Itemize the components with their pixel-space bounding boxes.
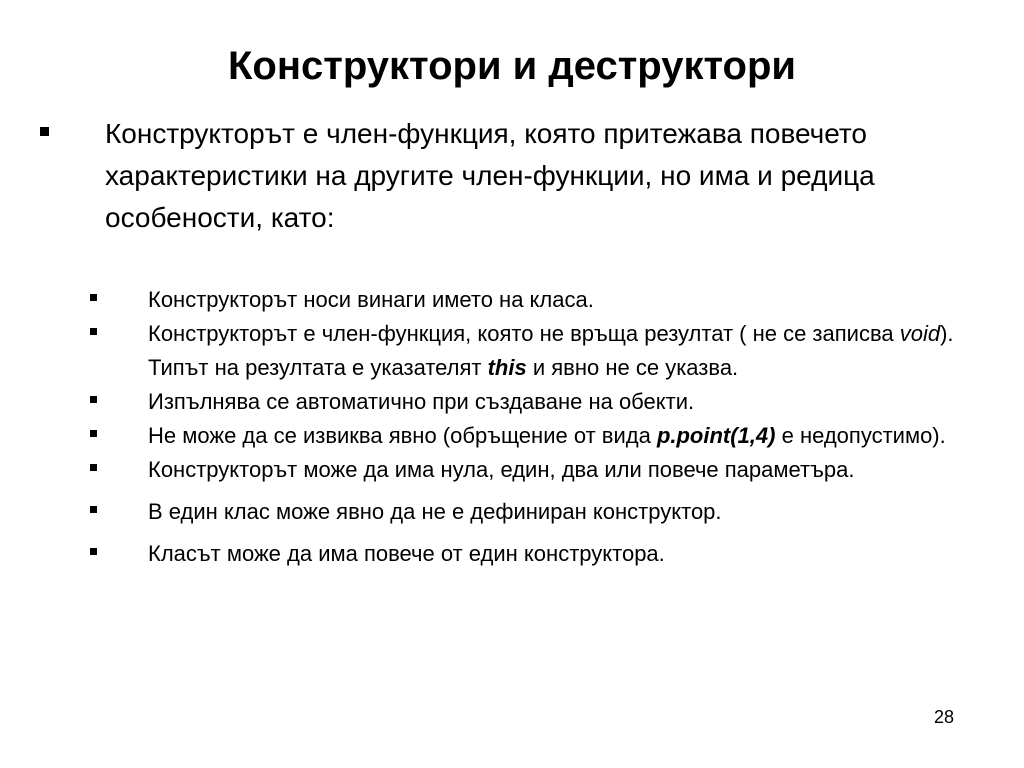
main-bullet-text: Конструкторът е член-функция, която притежава повечето характеристики на другите член-функции, но има и редица особености, като:: [105, 118, 875, 233]
square-bullet-icon: [90, 294, 97, 301]
list-item-text: В един клас може явно да не е дефиниран конструктор.: [148, 499, 722, 524]
list-item-text: и явно не се указва.: [526, 355, 739, 380]
square-bullet-icon: [90, 328, 97, 335]
keyword-this: this: [487, 355, 527, 380]
square-bullet-icon: [90, 396, 97, 403]
sub-bullet-list: [90, 283, 990, 571]
list-item-text: Класът може да има повече от един конструктора.: [148, 541, 665, 566]
list-item-text: Изпълнява се автоматично при създаване на обекти.: [148, 389, 695, 414]
keyword-void: void: [899, 321, 941, 346]
list-item: [90, 385, 990, 419]
code-example: p.point(1,4): [656, 423, 776, 448]
list-item-text: Не може да се извиква явно (обръщение от вида: [148, 423, 657, 448]
square-bullet-icon: [40, 127, 49, 136]
square-bullet-icon: [90, 464, 97, 471]
list-item: [90, 537, 990, 571]
page-number: 28: [934, 707, 955, 727]
list-item: [90, 495, 990, 529]
list-item-text: Конструкторът може да има нула, един, два или повече параметъра.: [148, 457, 855, 482]
list-item-text: ). Типът на резултата е указателят: [148, 321, 954, 380]
list-item: [90, 317, 990, 385]
list-item: [90, 283, 990, 317]
list-item: [90, 419, 990, 453]
square-bullet-icon: [90, 548, 97, 555]
list-item-text: е недопустимо).: [775, 423, 946, 448]
square-bullet-icon: [90, 430, 97, 437]
list-item-text: Конструкторът е член-функция, която не връща резултат ( не се записва: [148, 321, 900, 346]
list-item: [90, 453, 990, 487]
list-item-text: Конструкторът носи винаги името на класа.: [148, 287, 594, 312]
slide-title: Конструктори и деструктори: [228, 44, 796, 88]
square-bullet-icon: [90, 506, 97, 513]
